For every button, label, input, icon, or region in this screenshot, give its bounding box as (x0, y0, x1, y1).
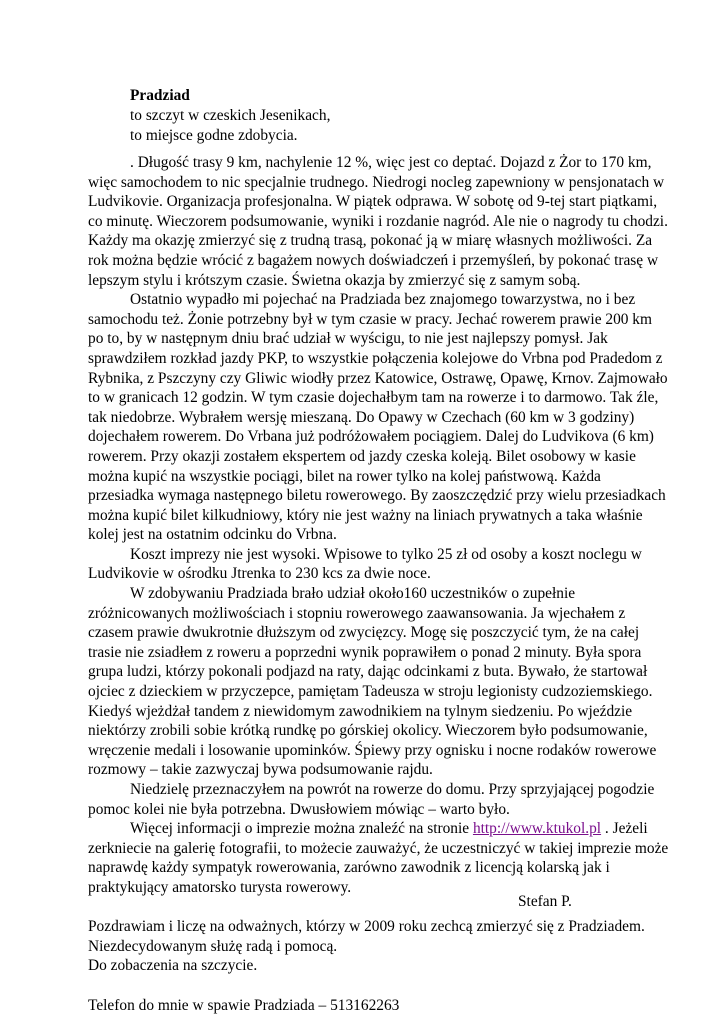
text-line: dojechałem rowerem. Do Vrbana już podróżowałem pociągiem. Dalej do Ludvikova (6 km) (88, 428, 654, 446)
text-line: pomoc kolei nie była potrzebna. Dwusłowiem mówiąc – warto było. (88, 800, 510, 818)
text-line: rowerem. Przy okazji zostałem ekspertem od jazdy czeska koleją. Bilet osobowy w kasie (88, 447, 636, 465)
ktukol-website-link[interactable]: http://www.ktukol.pl (472, 820, 602, 838)
text-line: Niezdecydowanym służę radą i pomocą. (88, 937, 338, 955)
text-line: co minutę. Wieczorem podsumowanie, wyniki i rozdanie nagród. Ale nie o nagrody tu chodzi. (88, 212, 668, 230)
text-line: przesiadka wymaga następnego biletu rowerowego. By zaoszczędzić przy wielu przesiadkach (88, 487, 666, 505)
text-line: więc samochodem to nic specjalnie trudnego. Niedrogi nocleg zapewniony w pensjonatach w (88, 173, 665, 191)
text-line: trasie nie zsiadłem z roweru a poprzedni wynik poprawiłem o ponad 2 minuty. Była spora (88, 643, 642, 661)
link-trail-text: . Jeżeli (601, 820, 648, 838)
header-block (130, 86, 330, 145)
text-line: niektórzy zrobili sobie krótką rundkę po górskiej okolicy. Wieczorem było podsumowanie, (88, 722, 648, 740)
text-line: praktykujący amatorsko turysta rowerowy. (88, 878, 352, 896)
text-line: W zdobywaniu Pradziada brało udział około160 uczestników o zupełnie (130, 585, 576, 603)
phone-line: Telefon do mnie w spawie Pradziada – 513162263 (88, 996, 400, 1014)
text-line-with-link (88, 819, 648, 839)
text-line: wręczenie medali i losowanie upominków. Śpiewy przy ognisku i nocne rodaków rowerowe (88, 741, 657, 759)
closing-block (88, 917, 648, 976)
paragraph-6 (88, 819, 669, 897)
text-line: lepszym stylu i krótszym czasie. Świetna okazja by zmierzyć się z samym sobą. (88, 271, 581, 289)
text-line: po to, by w następnym dniu brać udział w wyścigu, to nie jest najlepszy pomysł. Jak (88, 330, 608, 348)
text-line: Koszt imprezy nie jest wysoki. Wpisowe to tylko 25 zł od osoby a koszt noclegu w (130, 545, 642, 563)
subtitle-line-2: to miejsce godne zdobycia. (130, 126, 298, 144)
text-line: Kiedyś wjeżdżał tandem z niewidomym zawodnikiem na tylnym siedzeniu. Po wjeździe (88, 702, 633, 720)
text-line: zróżnicowanych możliwościach i stopniu rowerowego zaawansowania. Ja wjechałem z (88, 604, 626, 622)
text-line: naprawdę każdy sympatyk rowerowania, zarówno zawodnik z licencją kolarską jak i (88, 859, 610, 877)
paragraph-2 (88, 290, 668, 545)
text-line: czasem prawie dwukrotnie dłuższym od zwycięzcy. Mogę się poszczycić tym, że na całej (88, 624, 640, 642)
paragraph-gap (88, 976, 648, 996)
author-signature: Stefan P. (518, 893, 572, 910)
text-line: grupa ludzi, którzy pokonali podjazd na raty, dając odcinkami z buta. Bywało, że startował (88, 663, 648, 681)
text-line: Niedzielę przeznaczyłem na powrót na rowerze do domu. Przy sprzyjającej pogodzie (130, 781, 655, 798)
text-line: Rybnika, z Pszczyny czy Gliwic wiodły przez Katowice, Ostrawę, Opawę, Krnov. Zajmowało (88, 369, 668, 387)
text-line: to w granicach 12 godzin. W tym czasie dojechałbym tam na rowerze i to darmowo. Tak źle, (88, 389, 659, 407)
text-line: . Długość trasy 9 km, nachylenie 12 %, więc jest co deptać. Dojazd z Żor to 170 km, (130, 154, 652, 171)
paragraph-4 (88, 584, 657, 780)
text-line: ojciec z dzieckiem w przyczepce, pamiętam Tadeusza w stroju legionisty cudzoziemskiego. (88, 683, 653, 701)
text-line: Ludvikovie. Organizacja profesjonalna. W piątek odprawa. W sobotę od 9-tej start piątkami, (88, 193, 658, 211)
text-line: rozmowy – takie zazwyczaj bywa podsumowanie rajdu. (88, 761, 433, 779)
text-line: Ludvikovie w ośrodku Jtrenka to 230 kcs za dwie noce. (88, 565, 431, 583)
text-line: można kupić na wszystkie pociągi, bilet na rower tylko na kolej państwową. Każda (88, 467, 601, 485)
paragraph-5 (88, 780, 655, 819)
paragraph-3 (88, 545, 648, 584)
text-line: Ostatnio wypadło mi pojechać na Pradziada bez znajomego towarzystwa, no i bez (130, 291, 636, 309)
text-line: można kupić bilet kilkudniowy, który nie jest ważny na liniach prywatnych a taka właśnie (88, 506, 643, 524)
text-line: Do zobaczenia na szczycie. (88, 957, 258, 975)
text-line: rok można będzie wrócić z bagażem nowych doświadczeń i przemyśleń, by pokonać trasę w (88, 251, 659, 269)
link-lead-text: Więcej informacji o imprezie można znaleźć na stronie (130, 820, 473, 838)
paragraph-1 (88, 153, 668, 290)
text-line: samochodu też. Żonie potrzebny był w tym czasie w pracy. Jechać rowerem prawie 200 km (88, 310, 652, 328)
text-line: Pozdrawiam i liczę na odważnych, którzy w 2009 roku zechcą zmierzyć się z Pradziadem. (88, 918, 645, 936)
text-line: kolej jest na ostatnim odcinku do Vrbna. (88, 526, 337, 544)
text-line: zerkniecie na galerię fotografii, to możecie zauważyć, że uczestniczyć w takiej imprezie może (88, 839, 669, 857)
document-title: Pradziad (130, 87, 190, 104)
text-line: Każdy ma okazję zmierzyć się z trudną trasą, pokonać ją w miarę własnych możliwości. Za (88, 232, 653, 250)
subtitle-line-1: to szczyt w czeskich Jesenikach, (130, 106, 331, 124)
article-body (88, 153, 669, 1015)
text-line: sprawdziłem rozkład jazdy PKP, to wszystkie połączenia kolejowe do Vrbna pod Pradedom z (88, 349, 663, 367)
text-line: tak niedobrze. Wybrałem wersję mieszaną. Do Opawy w Czechach (60 km w 3 godziny) (88, 408, 635, 426)
